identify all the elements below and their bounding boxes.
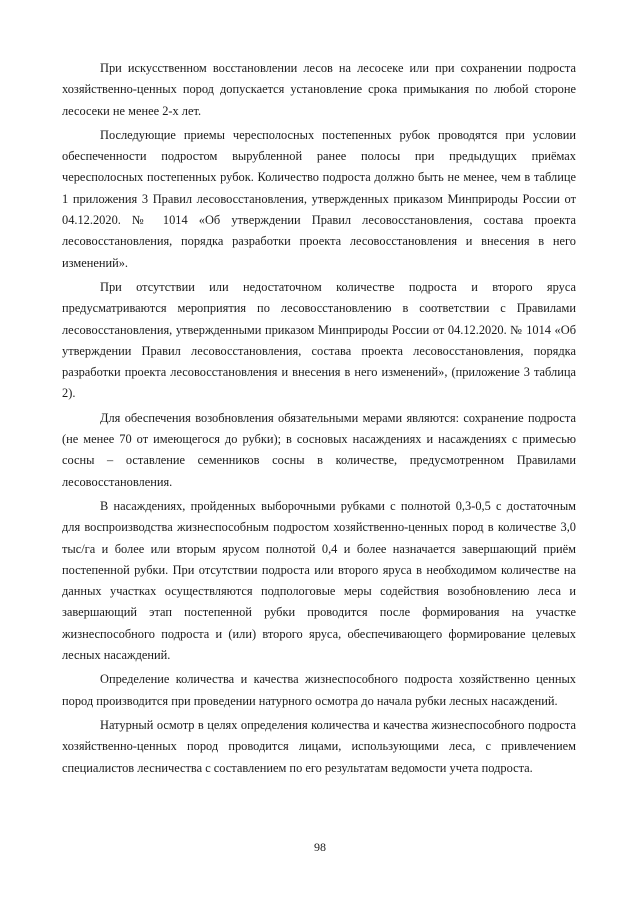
paragraph-2: Последующие приемы чересполосных постепенных рубок проводятся при условии обеспеченности подростом вырубленной ранее полосы при предыдущих приёмах чересполосных постепенных рубок. Количество подроста должно быть не менее, чем в таблице 1 приложения 3 Правил лесовосстановления, утвержденных приказом Минприроды России от 04.12.2020. № 1014 «Об утверждении Правил лесовосстановления, состава проекта лесовосстановления, порядка разработки проекта лесовосстановления и внесения в него изменений». [62, 127, 576, 270]
paragraph-4: Для обеспечения возобновления обязательными мерами являются: сохранение подроста (не менее 70 от имеющегося до рубки); в сосновых насаждениях и насаждениях с примесью сосны – оставление семенников сосны в количестве, предусмотренном Правилами лесовосстановления. [62, 410, 576, 489]
paragraph-3: При отсутствии или недостаточном количестве подроста и второго яруса предусматриваются мероприятия по лесовосстановлению в соответствии с Правилами лесовосстановления, утвержденными приказом Минприроды России от 04.12.2020. № 1014 «Об утверждении Правил лесовосстановления, состава проекта лесовосстановления, порядка разработки проекта лесовосстановления и внесения в него изменений», (приложение 3 таблица 2). [62, 279, 576, 401]
page-number: 98 [314, 840, 326, 854]
paragraph-5: В насаждениях, пройденных выборочными рубками с полнотой 0,3-0,5 с достаточным для воспроизводства жизнеспособным подростом хозяйственно-ценных пород в количестве 3,0 тыс/га и более или вторым ярусом полнотой 0,4 и более назначается завершающий приём постепенной рубки. При отсутствии подроста или второго яруса в необходимом количестве на данных участках осуществляются подпологовые меры содействия возобновлению леса и завершающий этап постепенной рубки проводится после формирования на участке жизнеспособного подроста и (или) второго яруса, обеспечивающего формирование целевых лесных насаждений. [62, 498, 576, 663]
page-body [62, 58, 576, 782]
paragraph-7: Натурный осмотр в целях определения количества и качества жизнеспособного подроста хозяйственно-ценных пород проводится лицами, использующими леса, с привлечением специалистов лесничества с составлением по его результатам ведомости учета подроста. [62, 717, 576, 775]
paragraph-6: Определение количества и качества жизнеспособного подроста хозяйственно ценных пород производится при проведении натурного осмотра до начала рубки лесных насаждений. [62, 672, 576, 708]
paragraph-1: При искусственном восстановлении лесов на лесосеке или при сохранении подроста хозяйственно-ценных пород допускается установление срока примыкания по любой стороне лесосеки не менее 2-х лет. [62, 61, 576, 118]
